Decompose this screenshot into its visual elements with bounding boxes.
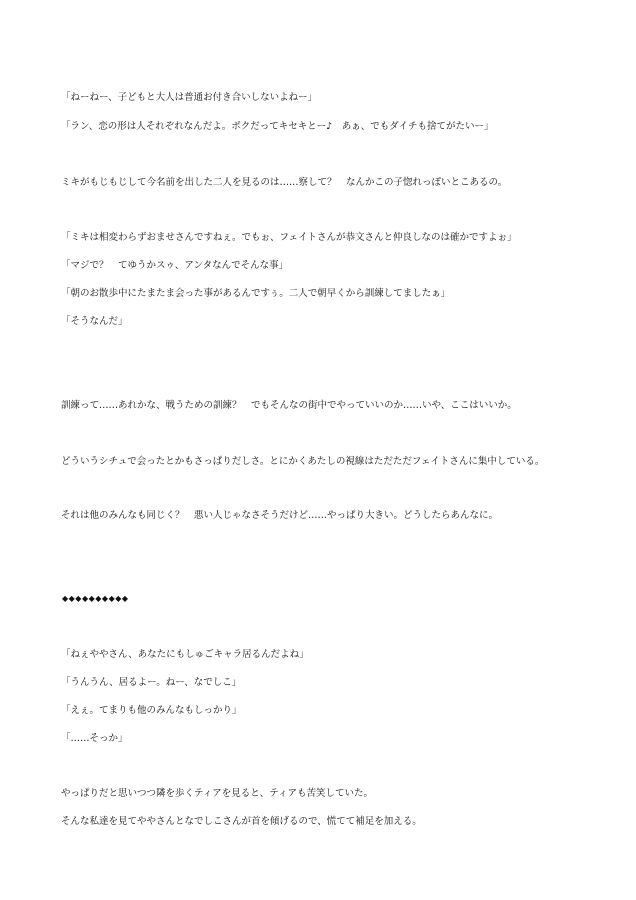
narration-line: ミキがもじもじして今名前を出した二人を見るのは……察して？ なんかこの子惚れっぽいとこあるの。: [61, 177, 508, 188]
narration-line: どういうシチュで会ったとかもさっぱりだしさ。とにかくあたしの視線はただただフェイトさんに集中している。: [61, 456, 545, 467]
narration-line: それは他のみんなも同じく？ 悪い人じゃなさそうだけど……やっぱり大きい。どうしたらあんなに。: [61, 510, 499, 521]
dialogue-line: 「えぇ。てまりも他のみんなもしっかり」: [61, 705, 242, 716]
dialogue-line: 「……そっか」: [61, 733, 128, 744]
scene-separator: ◆◆◆◆◆◆◆◆◆◆: [62, 594, 129, 603]
dialogue-line: 「ねぇややさん、あなたにもしゅごキャラ居るんだよね」: [61, 649, 309, 660]
dialogue-line: 「朝のお散歩中にたまたま会った事があるんですぅ。二人で朝早くから訓練してましたぁ」: [61, 288, 451, 299]
narration-line: 訓練って……あれかな、戦うための訓練？ でもそんなの街中でやっていいのか……いや、ここはいいか。: [61, 400, 517, 411]
narration-line: そんな私達を見てややさんとなでしこさんが首を傾げるので、慌てて補足を加える。: [61, 816, 422, 827]
narration-line: やっぱりだと思いつつ隣を歩くティアを見ると、ティアも苦笑していた。: [61, 788, 373, 799]
dialogue-line: 「うんうん、居るよー。ねー、なでしこ」: [61, 677, 242, 688]
dialogue-line: 「そうなんだ」: [61, 316, 128, 327]
dialogue-line: 「ねーねー、子どもと大人は普通お付き合いしないよねー」: [61, 92, 318, 103]
dialogue-line: 「ミキは相変わらずおませさんですねぇ。でもぉ、フェイトさんが恭文さんと仲良しなのは確かですよぉ」: [61, 232, 517, 243]
dialogue-line: 「マジで？ てゆうかスゥ、アンタなんでそんな事」: [61, 260, 289, 271]
dialogue-line: 「ラン、恋の形は人それぞれなんだよ。ボクだってキセキとー♪ あぁ、でもダイチも捨てがたいー」: [61, 121, 494, 132]
